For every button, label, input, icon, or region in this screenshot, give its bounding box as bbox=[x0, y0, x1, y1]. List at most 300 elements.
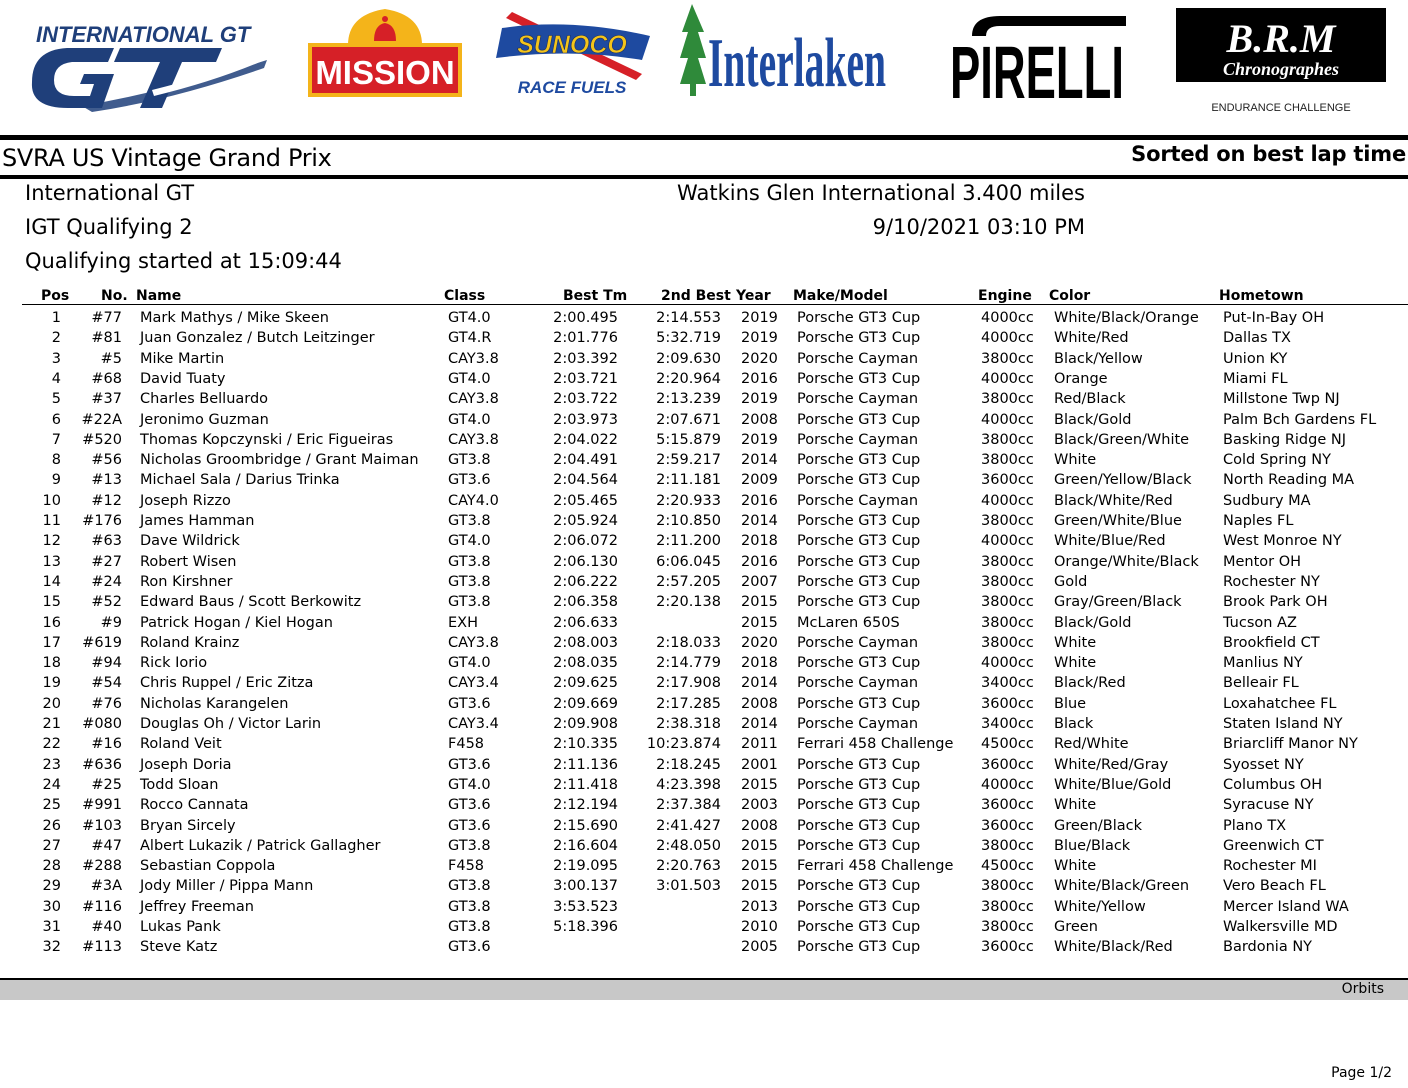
cell-second: 2:38.318 bbox=[656, 716, 721, 732]
cell-hometown: Miami FL bbox=[1223, 370, 1288, 387]
cell-name: Robert Wisen bbox=[140, 553, 237, 570]
cell-second: 2:07.671 bbox=[656, 411, 721, 428]
cell-color: Red/Black bbox=[1054, 391, 1126, 408]
international-gt-logo bbox=[22, 20, 272, 112]
cell-hometown: Staten Island NY bbox=[1223, 716, 1343, 732]
cell-second: 2:18.033 bbox=[656, 634, 721, 651]
cell-engine: 3800cc bbox=[981, 431, 1034, 448]
cell-engine: 3800cc bbox=[981, 452, 1034, 469]
cell-best: 2:15.690 bbox=[553, 817, 618, 834]
cell-hometown: Loxahatchee FL bbox=[1223, 695, 1337, 712]
cell-pos: 20 bbox=[42, 695, 61, 712]
cell-hometown: Mercer Island WA bbox=[1223, 898, 1349, 915]
cell-make: Porsche GT3 Cup bbox=[797, 797, 921, 814]
cell-year: 2015 bbox=[741, 858, 778, 875]
cell-color: White/Black/Orange bbox=[1054, 310, 1199, 326]
cell-class: GT4.0 bbox=[448, 411, 491, 428]
table-row bbox=[0, 572, 1408, 592]
cell-second: 2:14.553 bbox=[656, 310, 721, 326]
cell-best: 2:06.358 bbox=[553, 594, 618, 611]
report-datetime: 9/10/2021 03:10 PM bbox=[872, 215, 1085, 239]
cell-pos: 6 bbox=[51, 411, 61, 428]
cell-engine: 4500cc bbox=[981, 858, 1034, 875]
cell-engine: 4000cc bbox=[981, 370, 1034, 387]
table-row bbox=[0, 673, 1408, 693]
cell-class: GT3.8 bbox=[448, 898, 491, 915]
cell-color: White bbox=[1054, 634, 1097, 651]
cell-name: Edward Baus / Scott Berkowitz bbox=[140, 594, 362, 611]
cell-color: Blue/Black bbox=[1054, 837, 1131, 854]
cell-pos: 8 bbox=[51, 452, 61, 469]
cell-no: #76 bbox=[91, 695, 122, 712]
cell-pos: 22 bbox=[42, 736, 61, 753]
cell-color: Red/White bbox=[1054, 736, 1129, 753]
cell-pos: 12 bbox=[42, 533, 61, 550]
table-row bbox=[0, 349, 1408, 369]
cell-name: Joseph Doria bbox=[140, 756, 232, 773]
cell-second: 2:59.217 bbox=[656, 452, 721, 469]
mission-logo bbox=[308, 5, 462, 97]
cell-second: 2:11.200 bbox=[656, 533, 721, 550]
cell-class: GT3.8 bbox=[448, 513, 491, 529]
cell-make: Porsche GT3 Cup bbox=[797, 878, 921, 895]
cell-year: 2015 bbox=[741, 776, 778, 793]
cell-class: GT4.0 bbox=[448, 310, 491, 326]
cell-second: 6:06.045 bbox=[656, 553, 721, 570]
table-row bbox=[0, 917, 1408, 937]
cell-color: Black bbox=[1054, 716, 1094, 732]
cell-color: White/Red bbox=[1054, 330, 1129, 347]
cell-year: 2014 bbox=[741, 452, 778, 469]
cell-second: 2:14.779 bbox=[656, 655, 721, 672]
cell-best: 2:09.669 bbox=[553, 695, 618, 712]
cell-make: Porsche GT3 Cup bbox=[797, 472, 921, 489]
cell-year: 2014 bbox=[741, 716, 778, 732]
cell-engine: 3800cc bbox=[981, 573, 1034, 590]
brm-chronographes-logo bbox=[1176, 8, 1386, 116]
cell-pos: 4 bbox=[51, 370, 61, 387]
cell-color: Green/Black bbox=[1054, 817, 1143, 834]
cell-hometown: Briarcliff Manor NY bbox=[1223, 736, 1358, 753]
cell-no: #991 bbox=[82, 797, 122, 814]
cell-no: #63 bbox=[91, 533, 122, 550]
cell-class: GT3.8 bbox=[448, 553, 491, 570]
cell-engine: 3600cc bbox=[981, 939, 1034, 956]
cell-pos: 13 bbox=[42, 553, 61, 570]
cell-pos: 21 bbox=[42, 716, 61, 732]
cell-make: Ferrari 458 Challenge bbox=[797, 736, 954, 753]
cell-name: Jody Miller / Pippa Mann bbox=[140, 878, 314, 895]
cell-no: #13 bbox=[91, 472, 122, 489]
cell-best: 2:06.072 bbox=[553, 533, 618, 550]
series-name: International GT bbox=[25, 181, 195, 205]
cell-best: 2:10.335 bbox=[553, 736, 618, 753]
cell-second: 3:01.503 bbox=[656, 878, 721, 895]
col-header-name: Name bbox=[136, 288, 182, 304]
table-row bbox=[0, 694, 1408, 714]
cell-no: #24 bbox=[91, 573, 122, 590]
endurance-challenge-text: ENDURANCE CHALLENGE bbox=[1211, 102, 1351, 114]
cell-name: Jeffrey Freeman bbox=[140, 898, 254, 915]
cell-engine: 3800cc bbox=[981, 513, 1034, 529]
cell-engine: 3800cc bbox=[981, 391, 1034, 408]
cell-no: #636 bbox=[82, 756, 122, 773]
cell-color: Black/Green/White bbox=[1054, 431, 1190, 448]
cell-name: Ron Kirshner bbox=[140, 573, 233, 590]
cell-make: McLaren 650S bbox=[797, 614, 900, 631]
igt-logo-text: INTERNATIONAL GT bbox=[36, 22, 251, 47]
cell-no: #25 bbox=[91, 776, 122, 793]
cell-name: Mike Martin bbox=[140, 350, 225, 367]
cell-name: Todd Sloan bbox=[140, 776, 219, 793]
cell-name: Nicholas Groombridge / Grant Maiman bbox=[140, 452, 419, 469]
cell-make: Porsche GT3 Cup bbox=[797, 452, 921, 469]
cell-best: 2:16.604 bbox=[553, 837, 618, 854]
cell-name: Nicholas Karangelen bbox=[140, 695, 289, 712]
cell-name: Rocco Cannata bbox=[140, 797, 249, 814]
cell-name: Joseph Rizzo bbox=[140, 492, 231, 509]
cell-color: Orange/White/Black bbox=[1054, 553, 1199, 570]
cell-second: 4:23.398 bbox=[656, 776, 721, 793]
cell-pos: 1 bbox=[51, 310, 61, 326]
cell-color: White/Blue/Red bbox=[1054, 533, 1166, 550]
cell-engine: 3800cc bbox=[981, 837, 1034, 854]
session-start: Qualifying started at 15:09:44 bbox=[25, 249, 342, 273]
cell-class: GT3.6 bbox=[448, 797, 491, 814]
cell-year: 2016 bbox=[741, 492, 778, 509]
col-header-engine: Engine bbox=[978, 288, 1032, 304]
cell-color: Gold bbox=[1054, 573, 1088, 590]
cell-make: Porsche Cayman bbox=[797, 492, 919, 509]
table-row bbox=[0, 795, 1408, 815]
cell-pos: 26 bbox=[42, 817, 61, 834]
cell-pos: 14 bbox=[42, 573, 61, 590]
brm-logo-text: B.R.M bbox=[1226, 16, 1336, 61]
cell-best: 2:03.721 bbox=[553, 370, 618, 387]
cell-engine: 3800cc bbox=[981, 634, 1034, 651]
cell-name: Michael Sala / Darius Trinka bbox=[140, 472, 340, 489]
cell-make: Porsche Cayman bbox=[797, 431, 919, 448]
cell-second: 2:17.908 bbox=[656, 675, 721, 692]
cell-hometown: Naples FL bbox=[1223, 513, 1294, 529]
cell-class: GT4.0 bbox=[448, 533, 491, 550]
cell-hometown: Manlius NY bbox=[1223, 655, 1303, 672]
cell-name: Rick Iorio bbox=[140, 655, 208, 672]
cell-engine: 3600cc bbox=[981, 817, 1034, 834]
cell-hometown: Plano TX bbox=[1223, 817, 1287, 834]
table-row bbox=[0, 856, 1408, 876]
cell-class: EXH bbox=[448, 614, 478, 631]
cell-pos: 9 bbox=[51, 472, 61, 489]
cell-year: 2015 bbox=[741, 837, 778, 854]
cell-make: Porsche GT3 Cup bbox=[797, 513, 921, 529]
cell-year: 2008 bbox=[741, 695, 778, 712]
pirelli-logo bbox=[950, 14, 1128, 114]
cell-name: Charles Belluardo bbox=[140, 391, 269, 408]
cell-hometown: Dallas TX bbox=[1223, 330, 1291, 347]
cell-class: GT3.8 bbox=[448, 594, 491, 611]
cell-class: CAY4.0 bbox=[448, 492, 499, 509]
cell-engine: 3600cc bbox=[981, 756, 1034, 773]
cell-hometown: North Reading MA bbox=[1223, 472, 1355, 489]
cell-name: Patrick Hogan / Kiel Hogan bbox=[140, 614, 333, 631]
cell-pos: 28 bbox=[42, 858, 61, 875]
cell-hometown: Belleair FL bbox=[1223, 675, 1299, 692]
cell-best: 2:11.136 bbox=[553, 756, 618, 773]
cell-color: White bbox=[1054, 858, 1097, 875]
cell-second: 2:20.763 bbox=[656, 858, 721, 875]
cell-best: 2:06.633 bbox=[553, 614, 618, 631]
cell-best: 2:03.392 bbox=[553, 350, 618, 367]
cell-year: 2009 bbox=[741, 472, 778, 489]
race-fuels-text: RACE FUELS bbox=[517, 78, 627, 97]
cell-color: Green bbox=[1054, 919, 1098, 935]
cell-engine: 4000cc bbox=[981, 533, 1034, 550]
cell-pos: 16 bbox=[42, 614, 61, 631]
table-row bbox=[0, 633, 1408, 653]
cell-make: Porsche GT3 Cup bbox=[797, 776, 921, 793]
cell-no: #3A bbox=[90, 878, 122, 895]
cell-class: GT3.6 bbox=[448, 756, 491, 773]
cell-class: GT3.6 bbox=[448, 939, 491, 956]
cell-hometown: Rochester NY bbox=[1223, 573, 1320, 590]
cell-pos: 5 bbox=[51, 391, 61, 408]
cell-year: 2001 bbox=[741, 756, 778, 773]
cell-year: 2003 bbox=[741, 797, 778, 814]
sort-label: Sorted on best lap time bbox=[1131, 142, 1406, 166]
cell-pos: 31 bbox=[42, 919, 61, 935]
cell-color: Black/Gold bbox=[1054, 614, 1132, 631]
cell-class: GT3.8 bbox=[448, 878, 491, 895]
cell-class: CAY3.4 bbox=[448, 716, 499, 732]
cell-pos: 15 bbox=[42, 594, 61, 611]
cell-make: Porsche GT3 Cup bbox=[797, 330, 921, 347]
cell-make: Porsche Cayman bbox=[797, 634, 919, 651]
cell-second: 2:17.285 bbox=[656, 695, 721, 712]
cell-hometown: Vero Beach FL bbox=[1223, 878, 1326, 895]
cell-color: Black/Red bbox=[1054, 675, 1126, 692]
cell-make: Porsche GT3 Cup bbox=[797, 553, 921, 570]
cell-engine: 3800cc bbox=[981, 594, 1034, 611]
table-row bbox=[0, 552, 1408, 572]
cell-second: 10:23.874 bbox=[646, 736, 721, 753]
cell-second: 2:20.964 bbox=[656, 370, 721, 387]
cell-no: #27 bbox=[91, 553, 122, 570]
col-header-second: 2nd Best bbox=[661, 288, 731, 304]
cell-no: #22A bbox=[81, 411, 122, 428]
cell-make: Porsche GT3 Cup bbox=[797, 756, 921, 773]
cell-engine: 3800cc bbox=[981, 553, 1034, 570]
cell-hometown: Walkersville MD bbox=[1223, 919, 1338, 935]
cell-class: GT4.0 bbox=[448, 370, 491, 387]
cell-year: 2013 bbox=[741, 898, 778, 915]
cell-no: #619 bbox=[82, 634, 122, 651]
interlaken-logo-text: Interlaken bbox=[708, 25, 886, 102]
cell-no: #37 bbox=[91, 391, 122, 408]
cell-best: 2:05.465 bbox=[553, 492, 618, 509]
cell-year: 2005 bbox=[741, 939, 778, 956]
chronographes-text: Chronographes bbox=[1222, 59, 1340, 79]
cell-second: 5:15.879 bbox=[656, 431, 721, 448]
cell-year: 2015 bbox=[741, 878, 778, 895]
cell-hometown: Basking Ridge NJ bbox=[1223, 431, 1346, 448]
cell-year: 2019 bbox=[741, 310, 778, 326]
cell-best: 2:19.095 bbox=[553, 858, 618, 875]
cell-pos: 29 bbox=[42, 878, 61, 895]
cell-best: 2:06.130 bbox=[553, 553, 618, 570]
cell-second: 2:13.239 bbox=[656, 391, 721, 408]
cell-name: Lukas Pank bbox=[140, 919, 221, 935]
cell-color: White bbox=[1054, 655, 1097, 672]
cell-no: #81 bbox=[91, 330, 122, 347]
cell-make: Porsche GT3 Cup bbox=[797, 573, 921, 590]
cell-no: #47 bbox=[91, 837, 122, 854]
col-header-class: Class bbox=[444, 288, 486, 304]
cell-class: GT3.6 bbox=[448, 695, 491, 712]
cell-pos: 17 bbox=[42, 634, 61, 651]
cell-class: CAY3.8 bbox=[448, 431, 499, 448]
table-row bbox=[0, 653, 1408, 673]
cell-year: 2010 bbox=[741, 919, 778, 935]
cell-name: Steve Katz bbox=[140, 939, 218, 956]
cell-class: GT3.8 bbox=[448, 919, 491, 935]
cell-year: 2018 bbox=[741, 533, 778, 550]
cell-second: 2:37.384 bbox=[656, 797, 721, 814]
cell-make: Porsche GT3 Cup bbox=[797, 594, 921, 611]
cell-pos: 25 bbox=[42, 797, 61, 814]
table-row bbox=[0, 876, 1408, 896]
cell-year: 2019 bbox=[741, 431, 778, 448]
cell-hometown: Cold Spring NY bbox=[1223, 452, 1331, 469]
cell-second: 2:09.630 bbox=[656, 350, 721, 367]
table-row bbox=[0, 816, 1408, 836]
cell-no: #9 bbox=[100, 614, 122, 631]
sunoco-logo-text: SUNOCO bbox=[517, 31, 627, 59]
table-row bbox=[0, 734, 1408, 754]
cell-class: GT3.6 bbox=[448, 817, 491, 834]
col-header-pos: Pos bbox=[41, 288, 70, 304]
cell-no: #5 bbox=[100, 350, 122, 367]
table-row bbox=[0, 836, 1408, 856]
cell-year: 2016 bbox=[741, 370, 778, 387]
cell-class: GT3.8 bbox=[448, 837, 491, 854]
sponsor-logos bbox=[0, 0, 1408, 130]
col-header-best: Best Tm bbox=[563, 288, 628, 304]
cell-best: 2:01.776 bbox=[553, 330, 618, 347]
cell-class: GT3.6 bbox=[448, 472, 491, 489]
cell-name: Jeronimo Guzman bbox=[140, 411, 269, 428]
cell-pos: 32 bbox=[42, 939, 61, 956]
cell-year: 2011 bbox=[741, 736, 778, 753]
cell-no: #16 bbox=[91, 736, 122, 753]
cell-second: 2:20.933 bbox=[656, 492, 721, 509]
cell-name: Roland Krainz bbox=[140, 634, 240, 651]
cell-no: #12 bbox=[91, 492, 122, 509]
cell-best: 2:06.222 bbox=[553, 573, 618, 590]
session-name: IGT Qualifying 2 bbox=[25, 215, 193, 239]
cell-best: 2:04.491 bbox=[553, 452, 618, 469]
cell-no: #77 bbox=[91, 310, 122, 326]
cell-second: 2:10.850 bbox=[656, 513, 721, 529]
cell-hometown: Union KY bbox=[1223, 350, 1288, 367]
table-row bbox=[0, 613, 1408, 633]
table-row bbox=[0, 491, 1408, 511]
cell-engine: 3800cc bbox=[981, 898, 1034, 915]
cell-class: CAY3.8 bbox=[448, 350, 499, 367]
cell-pos: 11 bbox=[42, 513, 61, 529]
cell-engine: 3800cc bbox=[981, 350, 1034, 367]
cell-hometown: Sudbury MA bbox=[1223, 492, 1311, 509]
cell-second: 5:32.719 bbox=[656, 330, 721, 347]
cell-year: 2019 bbox=[741, 330, 778, 347]
cell-class: F458 bbox=[448, 736, 485, 753]
cell-engine: 3400cc bbox=[981, 675, 1034, 692]
cell-year: 2014 bbox=[741, 675, 778, 692]
cell-best: 2:03.722 bbox=[553, 391, 618, 408]
cell-pos: 24 bbox=[42, 776, 61, 793]
cell-name: Juan Gonzalez / Butch Leitzinger bbox=[140, 330, 375, 347]
table-row bbox=[0, 511, 1408, 531]
cell-year: 2016 bbox=[741, 553, 778, 570]
cell-color: Black/Gold bbox=[1054, 411, 1132, 428]
cell-second: 2:20.138 bbox=[656, 594, 721, 611]
cell-pos: 30 bbox=[42, 898, 61, 915]
cell-year: 2008 bbox=[741, 817, 778, 834]
cell-engine: 4500cc bbox=[981, 736, 1034, 753]
footer-band bbox=[0, 980, 1408, 1000]
cell-pos: 7 bbox=[51, 431, 61, 448]
cell-no: #176 bbox=[82, 513, 122, 529]
cell-class: CAY3.8 bbox=[448, 634, 499, 651]
cell-engine: 4000cc bbox=[981, 330, 1034, 347]
cell-make: Porsche GT3 Cup bbox=[797, 837, 921, 854]
cell-make: Porsche GT3 Cup bbox=[797, 939, 921, 956]
cell-class: CAY3.8 bbox=[448, 391, 499, 408]
cell-no: #94 bbox=[91, 655, 122, 672]
cell-class: F458 bbox=[448, 858, 485, 875]
cell-color: Gray/Green/Black bbox=[1054, 594, 1182, 611]
cell-engine: 3800cc bbox=[981, 878, 1034, 895]
pirelli-logo-text: PIRELLI bbox=[950, 31, 1124, 114]
table-row bbox=[0, 410, 1408, 430]
event-title: SVRA US Vintage Grand Prix bbox=[2, 144, 332, 172]
cell-pos: 23 bbox=[42, 756, 61, 773]
cell-hometown: Put-In-Bay OH bbox=[1223, 310, 1325, 326]
cell-no: #52 bbox=[91, 594, 122, 611]
cell-year: 2008 bbox=[741, 411, 778, 428]
table-row bbox=[0, 430, 1408, 450]
cell-engine: 3800cc bbox=[981, 614, 1034, 631]
cell-color: Green/Yellow/Black bbox=[1054, 472, 1192, 489]
cell-class: GT3.8 bbox=[448, 452, 491, 469]
cell-name: Albert Lukazik / Patrick Gallagher bbox=[140, 837, 381, 854]
cell-hometown: Bardonia NY bbox=[1223, 939, 1313, 956]
cell-color: Black/White/Red bbox=[1054, 492, 1173, 509]
cell-year: 2007 bbox=[741, 573, 778, 590]
cell-second: 2:41.427 bbox=[656, 817, 721, 834]
cell-no: #520 bbox=[82, 431, 122, 448]
cell-color: Orange bbox=[1054, 370, 1108, 387]
cell-no: #116 bbox=[82, 898, 122, 915]
page-number: Page 1/2 bbox=[1331, 1065, 1392, 1081]
cell-no: #113 bbox=[82, 939, 122, 956]
cell-best: 2:03.973 bbox=[553, 411, 618, 428]
cell-make: Porsche GT3 Cup bbox=[797, 919, 921, 935]
cell-make: Porsche GT3 Cup bbox=[797, 533, 921, 550]
table-row bbox=[0, 897, 1408, 917]
cell-engine: 3600cc bbox=[981, 695, 1034, 712]
cell-color: White bbox=[1054, 452, 1097, 469]
